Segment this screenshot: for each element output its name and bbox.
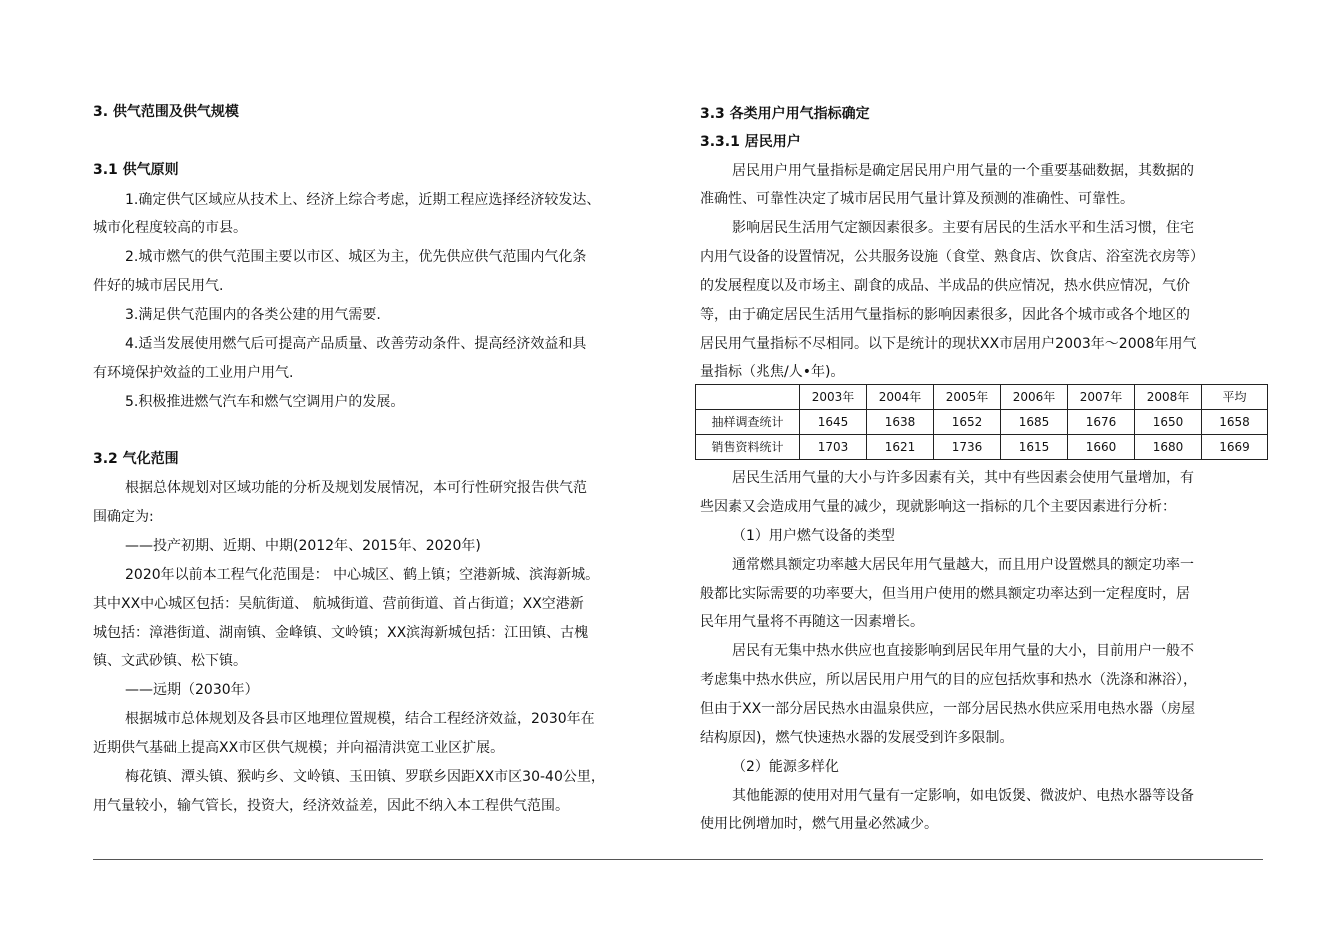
footer-divider <box>93 859 1263 860</box>
table-cell: 1736 <box>934 435 1001 460</box>
paragraph-line: 等，由于确定居民生活用气量指标的影响因素很多，因此各个城市或各个地区的 <box>700 307 1190 323</box>
table-cell: 1685 <box>1001 410 1068 435</box>
paragraph-line: ——远期（2030年） <box>125 682 259 698</box>
table-cell: 1660 <box>1068 435 1135 460</box>
section-heading-3: 3. 供气范围及供气规模 <box>93 104 239 120</box>
paragraph-line: 件好的城市居民用气. <box>93 278 224 294</box>
table-cell: 1645 <box>800 410 867 435</box>
table-cell: 1703 <box>800 435 867 460</box>
paragraph-line: 2020年以前本工程气化范围是： 中心城区、鹤上镇；空港新城、滨海新城。 <box>125 567 600 583</box>
paragraph-line: 其他能源的使用对用气量有一定影响，如电饭煲、微波炉、电热水器等设备 <box>732 788 1194 804</box>
table-cell: 1680 <box>1135 435 1202 460</box>
table-cell: 1676 <box>1068 410 1135 435</box>
paragraph-line: 准确性、可靠性决定了城市居民用气量计算及预测的准确性、可靠性。 <box>700 191 1134 207</box>
section-heading-3-3-1: 3.3.1 居民用户 <box>700 134 801 150</box>
table-header-cell: 2008年 <box>1135 385 1202 410</box>
paragraph-line: 城包括：漳港街道、湖南镇、金峰镇、文岭镇；XX滨海新城包括：江田镇、古槐 <box>93 625 589 641</box>
section-heading-3-3: 3.3 各类用户用气指标确定 <box>700 106 870 122</box>
table-row <box>696 410 1268 435</box>
paragraph-line: 使用比例增加时，燃气用量必然减少。 <box>700 816 938 832</box>
paragraph-line: 的发展程度以及市场主、副食的成品、半成品的供应情况，热水供应情况，气价 <box>700 278 1190 294</box>
paragraph-line: 1.确定供气区域应从技术上、经济上综合考虑，近期工程应选择经济较发达、 <box>125 192 601 208</box>
paragraph-line: 根据城市总体规划及各县市区地理位置规模，结合工程经济效益，2030年在 <box>125 711 595 727</box>
table-row <box>696 435 1268 460</box>
paragraph-line: 居民用户用气量指标是确定居民用户用气量的一个重要基础数据，其数据的 <box>732 163 1194 179</box>
table-cell: 1621 <box>867 435 934 460</box>
table-cell: 1615 <box>1001 435 1068 460</box>
paragraph-line: 居民有无集中热水供应也直接影响到居民年用气量的大小，目前用户一般不 <box>732 643 1194 659</box>
paragraph-line: 围确定为: <box>93 509 154 525</box>
paragraph-line: 影响居民生活用气定额因素很多。主要有居民的生活水平和生活习惯，住宅 <box>732 220 1194 236</box>
table-header-cell <box>696 385 800 410</box>
paragraph-line: 梅花镇、潭头镇、猴屿乡、文岭镇、玉田镇、罗联乡因距XX市区30-40公里， <box>125 769 605 785</box>
table-header-row <box>696 385 1268 410</box>
paragraph-line: 其中XX中心城区包括：吴航街道、 航城街道、营前街道、首占街道；XX空港新 <box>93 596 584 612</box>
paragraph-line: 2.城市燃气的供气范围主要以市区、城区为主，优先供应供气范围内气化条 <box>125 249 587 265</box>
paragraph-line: 民年用气量将不再随这一因素增长。 <box>700 614 924 630</box>
table-cell: 1638 <box>867 410 934 435</box>
table-header-cell: 2005年 <box>934 385 1001 410</box>
paragraph-line: 城市化程度较高的市县。 <box>93 220 247 236</box>
paragraph-line: 用气量较小，输气管长，投资大，经济效益差，因此不纳入本工程供气范围。 <box>93 798 569 814</box>
paragraph-line: 些因素又会造成用气量的减少，现就影响这一指标的几个主要因素进行分析： <box>700 499 1176 515</box>
subheading-line: （2）能源多样化 <box>732 759 839 775</box>
paragraph-line: 般都比实际需要的功率要大，但当用户使用的燃具额定功率达到一定程度时，居 <box>700 586 1190 602</box>
usage-table <box>695 384 1268 460</box>
table-header-cell: 2007年 <box>1068 385 1135 410</box>
paragraph-line: 5.积极推进燃气汽车和燃气空调用户的发展。 <box>125 394 405 410</box>
paragraph-line: 有环境保护效益的工业用户用气. <box>93 365 294 381</box>
paragraph-line: 居民用气量指标不尽相同。以下是统计的现状XX市居用户2003年～2008年用气 <box>700 336 1197 352</box>
section-heading-3-2: 3.2 气化范围 <box>93 451 179 467</box>
table-header-cell: 平均 <box>1202 385 1268 410</box>
paragraph-line: 居民生活用气量的大小与许多因素有关，其中有些因素会使用气量增加，有 <box>732 470 1194 486</box>
table-header-cell: 2003年 <box>800 385 867 410</box>
paragraph-line: 但由于XX一部分居民热水由温泉供应，一部分居民热水供应采用电热水器（房屋 <box>700 701 1196 717</box>
table-cell: 1669 <box>1202 435 1268 460</box>
table-cell: 抽样调查统计 <box>696 410 800 435</box>
paragraph-line: 考虑集中热水供应，所以居民用户用气的目的应包括炊事和热水（洗涤和淋浴）， <box>700 672 1197 688</box>
table-header-cell: 2006年 <box>1001 385 1068 410</box>
paragraph-line: 根据总体规划对区域功能的分析及规划发展情况，本可行性研究报告供气范 <box>125 480 587 496</box>
table-cell: 1658 <box>1202 410 1268 435</box>
paragraph-line: 近期供气基础上提高XX市区供气规模；并向福清洪宽工业区扩展。 <box>93 740 505 756</box>
paragraph-line: 结构原因)，燃气快速热水器的发展受到许多限制。 <box>700 730 1014 746</box>
table-header-cell: 2004年 <box>867 385 934 410</box>
table-cell: 1652 <box>934 410 1001 435</box>
paragraph-line: 3.满足供气范围内的各类公建的用气需要. <box>125 307 381 323</box>
table-cell: 1650 <box>1135 410 1202 435</box>
section-heading-3-1: 3.1 供气原则 <box>93 162 179 178</box>
paragraph-line: 镇、文武砂镇、松下镇。 <box>93 653 247 669</box>
paragraph-line: 4.适当发展使用燃气后可提高产品质量、改善劳动条件、提高经济效益和具 <box>125 336 587 352</box>
subheading-line: （1）用户燃气设备的类型 <box>732 528 895 544</box>
paragraph-line: 内用气设备的设置情况，公共服务设施（食堂、熟食店、饮食店、浴室洗衣房等） <box>700 249 1204 265</box>
paragraph-line: ——投产初期、近期、中期(2012年、2015年、2020年) <box>125 538 481 554</box>
paragraph-line: 量指标（兆焦/人•年)。 <box>700 364 845 380</box>
paragraph-line: 通常燃具额定功率越大居民年用气量越大，而且用户设置燃具的额定功率一 <box>732 557 1194 573</box>
table-cell: 销售资料统计 <box>696 435 800 460</box>
